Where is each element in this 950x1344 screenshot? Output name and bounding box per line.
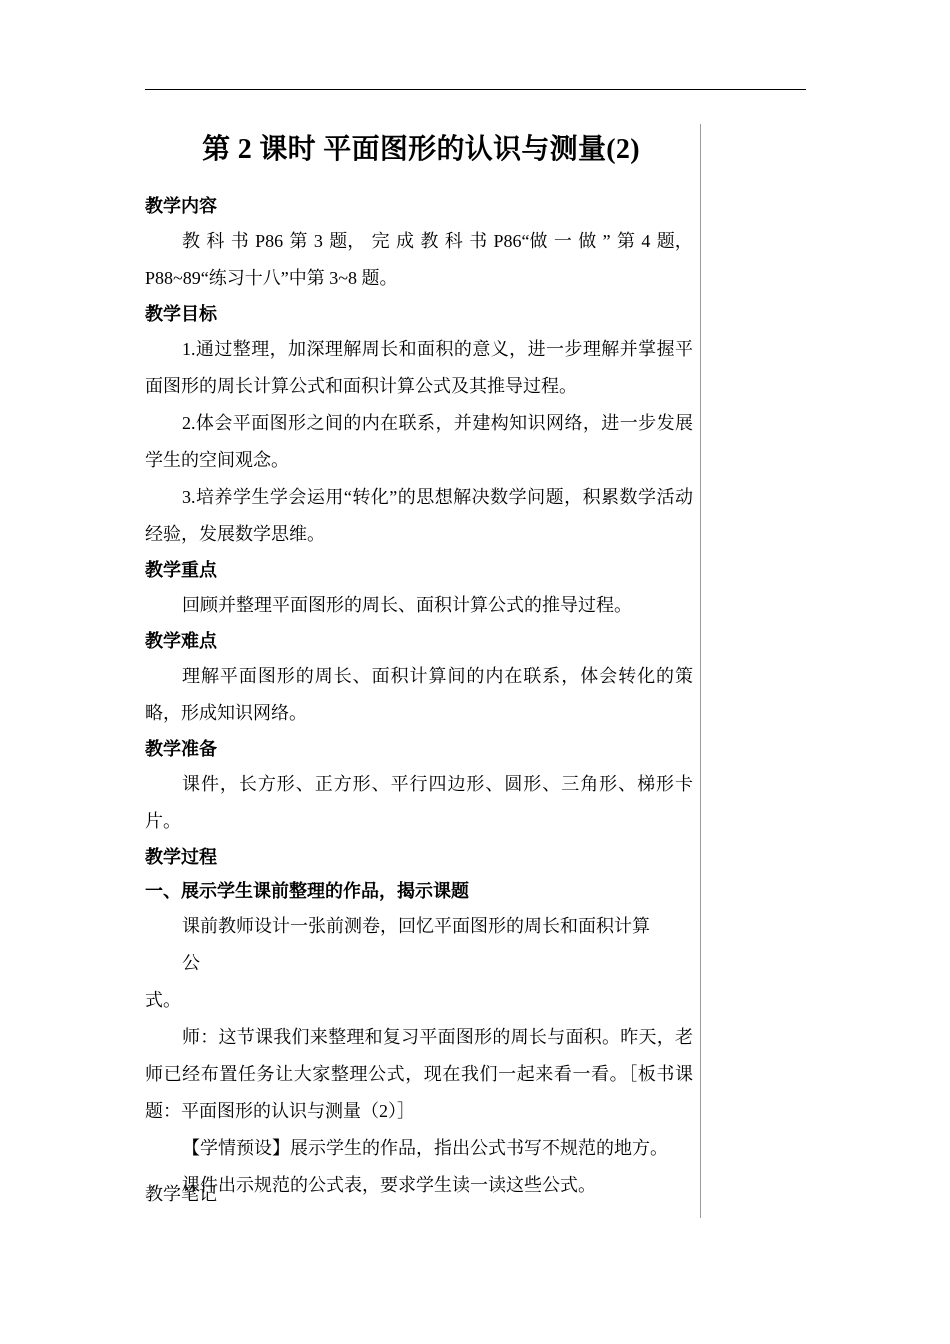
content-line-1-token: 教 <box>420 231 439 251</box>
document-body <box>145 189 693 1204</box>
difficulties-text: 理解平面图形的周长、面积计算间的内在联系，体会转化的策略，形成知识网络。 <box>145 666 693 723</box>
preparation-text: 课件，长方形、正方形、平行四边形、圆形、三角形、梯形卡片。 <box>145 774 693 831</box>
section-heading-preparation: 教学准备 <box>145 739 217 759</box>
content-line-1-token: 书 <box>469 231 488 251</box>
process-paragraph: 师：这节课我们来整理和复习平面图形的周长与面积。昨天，老师已经布置任务让大家整理公式，现在我们一起来看一看。［板书课题：平面图形的认识与测量（2）］ <box>145 1027 693 1121</box>
section-heading-difficulties: 教学难点 <box>145 631 217 651</box>
process-paragraph-line: 式。 <box>145 990 181 1010</box>
content-line-1-token: 成 <box>396 231 415 251</box>
section-heading-objectives: 教学目标 <box>145 304 217 324</box>
header-rule <box>145 89 806 90</box>
content-line-1-token: 3 <box>313 231 323 251</box>
content-line-1-token: 题， <box>656 231 693 251</box>
content-line-1-token: ” <box>602 231 611 251</box>
process-paragraph-line: 公 <box>182 953 200 973</box>
teaching-notes-label: 教学笔记 <box>145 1184 217 1204</box>
page-title: 第 2 课时 平面图形的认识与测量(2) <box>202 134 640 165</box>
content-line-1-token: P86“做 <box>493 231 548 251</box>
content-line-1-token: 书 <box>230 231 249 251</box>
content-line-2: P88~89“练习十八”中第 3~8 题。 <box>145 268 398 288</box>
content-line-1 <box>145 223 693 260</box>
content-line-1-token: 第 <box>289 231 308 251</box>
key-points-text: 回顾并整理平面图形的周长、面积计算公式的推导过程。 <box>182 595 632 615</box>
content-line-1-token: 做 <box>578 231 597 251</box>
objective-item: 3.培养学生学会运用“转化”的思想解决数学问题，积累数学活动经验，发展数学思维。 <box>145 487 693 544</box>
notes-column-divider <box>700 124 701 1218</box>
content-line-1-token: 4 <box>641 231 651 251</box>
content-line-1-token: 完 <box>371 231 390 251</box>
content-line-1-token: 科 <box>206 231 225 251</box>
content-line-1-token: 教 <box>182 231 200 251</box>
process-subheading: 一、展示学生课前整理的作品，揭示课题 <box>145 881 469 901</box>
content-line-1-token: 科 <box>444 231 463 251</box>
content-line-1-token: P86 <box>255 231 284 251</box>
process-paragraph: 课件出示规范的公式表，要求学生读一读这些公式。 <box>182 1175 596 1195</box>
objective-item: 1.通过整理，加深理解周长和面积的意义，进一步理解并掌握平面图形的周长计算公式和面积计算公式及其推导过程。 <box>145 339 693 396</box>
section-heading-key-points: 教学重点 <box>145 560 217 580</box>
content-line-1-token: 题， <box>329 231 366 251</box>
content-line-1-token: 一 <box>553 231 572 251</box>
content-line-1-token: 第 <box>617 231 636 251</box>
section-heading-content: 教学内容 <box>145 196 217 216</box>
process-paragraph: 【学情预设】展示学生的作品，指出公式书写不规范的地方。 <box>182 1138 668 1158</box>
section-heading-process: 教学过程 <box>145 847 217 867</box>
objective-item: 2.体会平面图形之间的内在联系，并建构知识网络，进一步发展学生的空间观念。 <box>145 413 693 470</box>
process-paragraph-line: 课前教师设计一张前测卷，回忆平面图形的周长和面积计算 <box>182 916 650 936</box>
